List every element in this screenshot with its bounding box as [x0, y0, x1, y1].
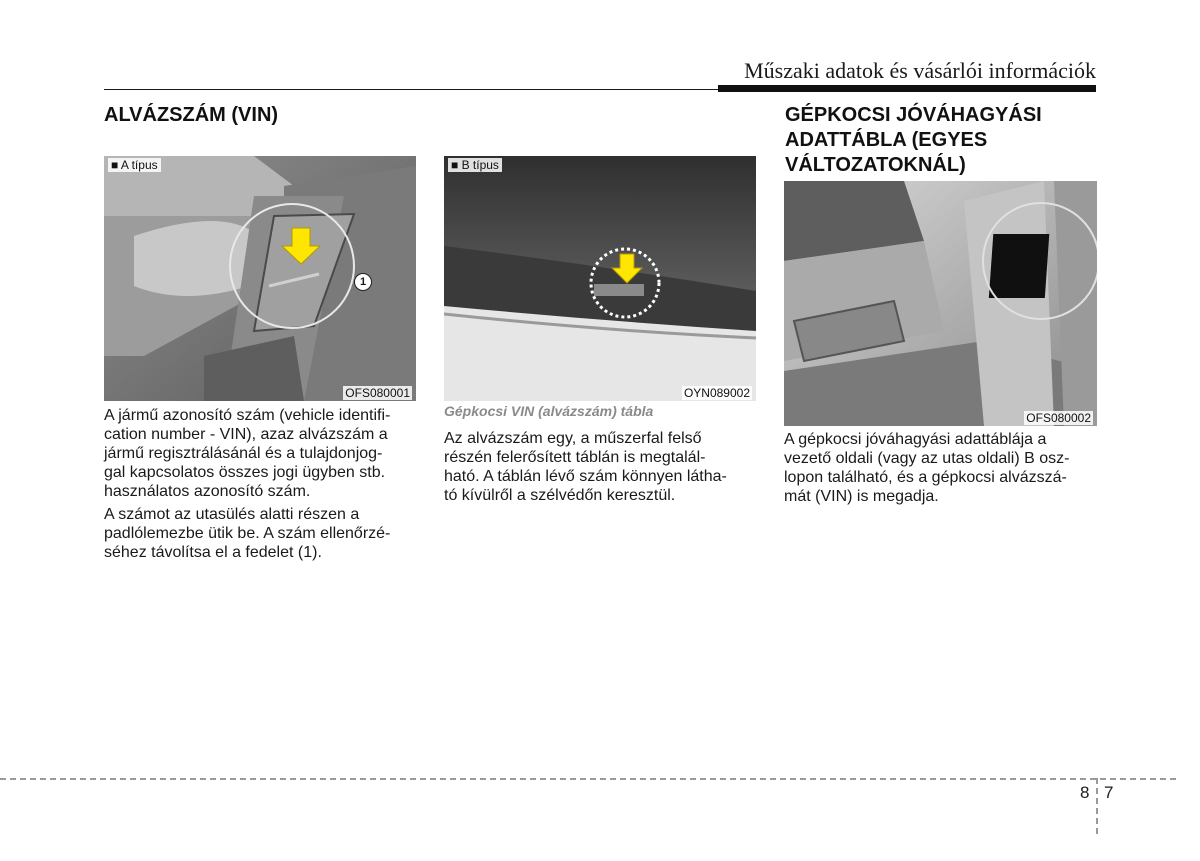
figure-label: ■ B típus [448, 158, 502, 172]
section-heading-vin: ALVÁZSZÁM (VIN) [104, 104, 279, 126]
text-line: tó kívülről a szélvédőn keresztül. [444, 487, 676, 504]
figure-caption: Gépkocsi VIN (alvázszám) tábla [444, 403, 654, 419]
text-line: vezető oldali (vagy az utas oldali) B osz- [784, 450, 1070, 467]
text-line: gal kapcsolatos összes jogi ügyben stb. [104, 464, 386, 481]
text-line: A gépkocsi jóváhagyási adattáblája a [784, 431, 1047, 448]
callout-badge: 1 [354, 273, 372, 291]
heading-line: GÉPKOCSI JÓVÁHAGYÁSI [785, 104, 1042, 126]
text-line: jármű regisztrálásánál és a tulajdonjog- [104, 445, 383, 462]
section-heading-approval-plate [785, 103, 1042, 178]
text-line: A jármű azonosító szám (vehicle identifi- [104, 407, 391, 424]
figure-type-b [444, 156, 756, 401]
text-line: cation number - VIN), azaz alvázszám a [104, 426, 388, 443]
footer-dashed-rule [0, 778, 1176, 780]
text-line: Az alvázszám egy, a műszerfal felső [444, 430, 702, 447]
footer-dashed-divider [1096, 778, 1098, 834]
paragraph-vin-plate [444, 429, 756, 505]
windshield-illustration [444, 156, 756, 401]
paragraph-vin-location [104, 505, 416, 562]
paragraph-vin-intro [104, 406, 416, 501]
text-line: séhez távolítsa el a fedelet (1). [104, 544, 322, 561]
figure-b-pillar [784, 181, 1097, 426]
b-pillar-illustration [784, 181, 1097, 426]
chapter-number: 8 [1080, 783, 1090, 802]
text-line: A számot az utasülés alatti részen a [104, 506, 360, 523]
figure-code: OFS080002 [1026, 411, 1091, 425]
heading-line: ADATTÁBLA (EGYES [785, 129, 988, 151]
text-line: padlólemezbe ütik be. A szám ellenőrzé- [104, 525, 391, 542]
text-line: használatos azonosító szám. [104, 483, 311, 500]
text-line: mát (VIN) is megadja. [784, 488, 939, 505]
heading-line: VÁLTOZATOKNÁL) [785, 154, 966, 176]
running-header-title: Műszaki adatok és vásárlói információk [744, 58, 1096, 83]
figure-code: OFS080001 [345, 386, 410, 400]
text-line: lopon található, és a gépkocsi alvázszá- [784, 469, 1067, 486]
header-rule-bar [718, 85, 1096, 92]
figure-code: OYN089002 [683, 386, 750, 400]
page-number: 7 [1104, 783, 1114, 802]
figure-type-a [104, 156, 416, 401]
text-line: részén felerősített táblán is megtalál- [444, 449, 706, 466]
figure-label: ■ A típus [108, 158, 161, 172]
text-line: ható. A táblán lévő szám könnyen látha- [444, 468, 727, 485]
paragraph-approval-plate [784, 430, 1096, 506]
